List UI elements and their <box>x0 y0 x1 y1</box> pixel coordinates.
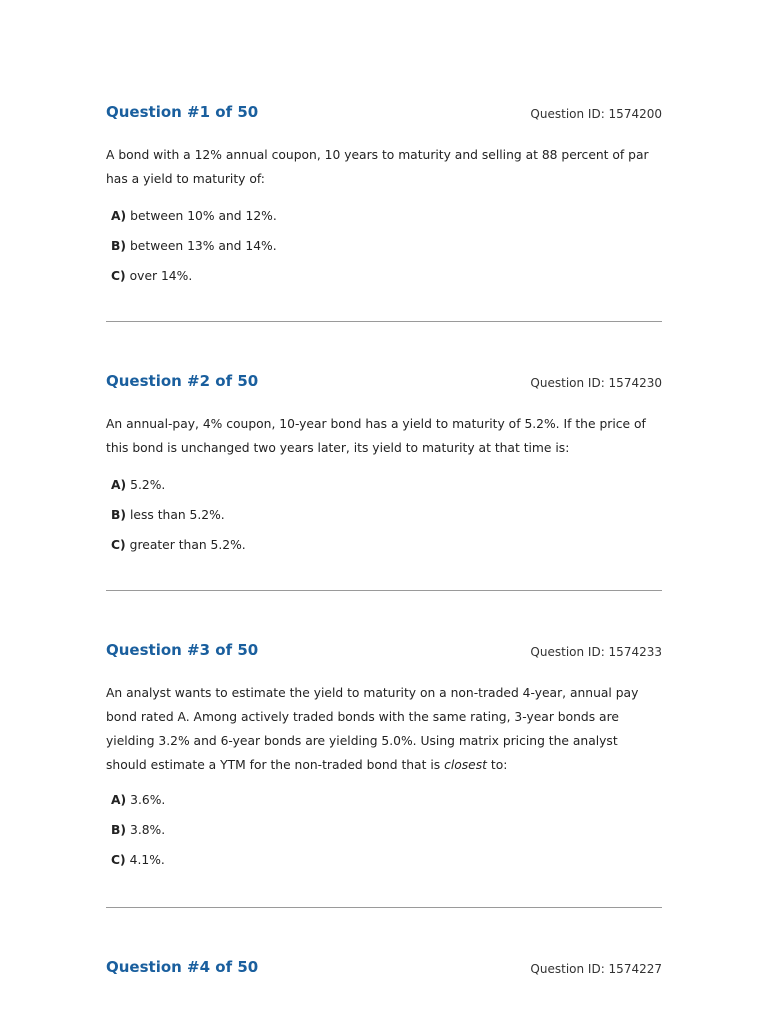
question-stem-emphasis: closest <box>444 758 487 772</box>
answer-option-a[interactable] <box>106 201 662 231</box>
answer-option-a[interactable] <box>106 785 662 815</box>
option-letter: A) <box>111 209 127 223</box>
answer-options <box>106 785 662 875</box>
divider <box>106 590 662 591</box>
answer-option-b[interactable] <box>106 500 662 530</box>
question-id: Question ID: 1574200 <box>530 107 662 121</box>
option-letter: C) <box>111 269 126 283</box>
option-letter: C) <box>111 853 126 867</box>
question-block-4 <box>106 958 662 982</box>
option-letter: B) <box>111 823 126 837</box>
question-block-3 <box>106 641 662 875</box>
answer-option-c[interactable] <box>106 530 662 560</box>
option-text: 3.6%. <box>130 793 166 807</box>
option-text: over 14%. <box>129 269 193 283</box>
option-letter: A) <box>111 793 127 807</box>
divider <box>106 321 662 322</box>
option-text: between 10% and 12%. <box>130 209 277 223</box>
option-text: 4.1%. <box>129 853 165 867</box>
option-text: 3.8%. <box>130 823 166 837</box>
option-letter: B) <box>111 239 126 253</box>
option-text: less than 5.2%. <box>130 508 225 522</box>
option-letter: A) <box>111 478 127 492</box>
question-block-1 <box>106 103 662 291</box>
question-stem <box>106 143 662 191</box>
question-stem-text: An analyst wants to estimate the yield to maturity on a non-traded 4-year, annual pay bond rated A. Among actively traded bonds with the same rating, 3-year bonds are yielding 3.2% and 6-year bonds are yielding 5.0%. Using matrix pricing the analyst should estimate a YTM for the non-traded bond that is <box>106 686 639 772</box>
question-stem-text: An annual-pay, 4% coupon, 10-year bond has a yield to maturity of 5.2%. If the price of this bond is unchanged two years later, its yield to maturity at that time is: <box>106 417 646 455</box>
answer-option-c[interactable] <box>106 845 662 875</box>
question-stem <box>106 412 662 460</box>
question-title: Question #4 of 50 <box>106 958 259 976</box>
answer-option-b[interactable] <box>106 231 662 261</box>
question-header <box>106 641 662 665</box>
question-header <box>106 103 662 127</box>
answer-option-b[interactable] <box>106 815 662 845</box>
question-header <box>106 958 662 982</box>
question-stem <box>106 681 662 777</box>
question-block-2 <box>106 372 662 560</box>
divider <box>106 907 662 908</box>
question-title: Question #2 of 50 <box>106 372 259 390</box>
option-text: greater than 5.2%. <box>129 538 246 552</box>
option-text: 5.2%. <box>130 478 166 492</box>
answer-option-a[interactable] <box>106 470 662 500</box>
question-title: Question #1 of 50 <box>106 103 259 121</box>
option-letter: B) <box>111 508 126 522</box>
answer-option-c[interactable] <box>106 261 662 291</box>
answer-options <box>106 201 662 291</box>
question-stem-text-end: to: <box>486 758 508 772</box>
question-id: Question ID: 1574233 <box>530 645 662 659</box>
question-header <box>106 372 662 396</box>
question-stem-text: A bond with a 12% annual coupon, 10 years to maturity and selling at 88 percent of par has a yield to maturity of: <box>106 148 649 186</box>
answer-options <box>106 470 662 560</box>
option-letter: C) <box>111 538 126 552</box>
option-text: between 13% and 14%. <box>130 239 277 253</box>
question-id: Question ID: 1574227 <box>530 962 662 976</box>
question-id: Question ID: 1574230 <box>530 376 662 390</box>
question-title: Question #3 of 50 <box>106 641 259 659</box>
